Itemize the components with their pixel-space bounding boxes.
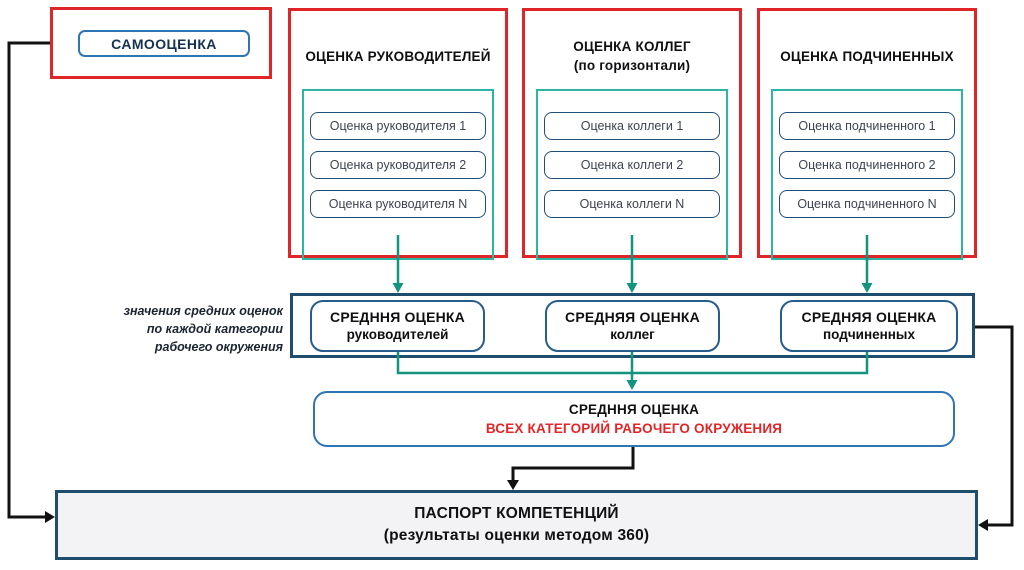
colleague-rating-box: Оценка коллеги 2 [544,151,720,179]
managers-ratings-group [302,89,494,260]
averages-note-line: рабочего окружения [154,340,283,354]
colleagues-frame-subtitle: (по горизонтали) [573,58,691,73]
subordinate-rating-box: Оценка подчиненного N [779,190,955,218]
competency-passport-box: ПАСПОРТ КОМПЕТЕНЦИЙ (результаты оценки методом 360) [55,490,978,560]
self-assessment-label: САМООЦЕНКА [111,35,217,52]
averages-note-line: значения средних оценок [123,304,283,318]
self-to-passport-line [9,43,50,517]
average-subordinates-box: СРЕДНЯЯ ОЦЕНКА подчиненных [780,300,958,352]
overall-to-passport-arrowhead [507,480,519,490]
colleague-rating-box: Оценка коллеги 1 [544,112,720,140]
manager-rating-box: Оценка руководителя 1 [310,112,486,140]
overall-to-passport-arrow [513,447,633,481]
colleagues-ratings-group [536,89,728,260]
subordinates-ratings-group [771,89,963,260]
colleagues-assessment-frame [522,8,742,258]
self-assessment-box [78,30,250,57]
band-to-passport-line [975,327,1012,525]
average-managers-box: СРЕДННЯ ОЦЕНКА руководителей [310,300,485,352]
managers-frame-title: ОЦЕНКА РУКОВОДИТЕЛЕЙ [305,48,491,64]
average-colleagues-box: СРЕДНЯЯ ОЦЕНКА коллег [545,300,720,352]
subordinate-rating-box: Оценка подчиненного 1 [779,112,955,140]
manager-rating-box: Оценка руководителя 2 [310,151,486,179]
subordinate-rating-box: Оценка подчиненного 2 [779,151,955,179]
colleagues-frame-title: ОЦЕНКА КОЛЛЕГ (по горизонтали) [573,39,691,73]
self-to-passport-arrowhead [45,511,55,523]
overall-average-highlight: ВСЕХ КАТЕГОРИЙ РАБОЧЕГО ОКРУЖЕНИЯ [485,421,783,436]
averages-note [30,302,283,356]
manager-rating-box: Оценка руководителя N [310,190,486,218]
averages-note-line: по каждой категории [146,322,283,336]
overall-average-box: СРЕДННЯ ОЦЕНКА ВСЕХ КАТЕГОРИЙ РАБОЧЕГО ОКРУЖЕНИЯ [313,391,955,447]
subordinates-assessment-frame [757,8,977,258]
band-to-passport-arrowhead [978,519,988,531]
colleague-rating-box: Оценка коллеги N [544,190,720,218]
managers-assessment-frame [288,8,508,258]
subordinates-frame-title: ОЦЕНКА ПОДЧИНЕННЫХ [780,48,954,64]
